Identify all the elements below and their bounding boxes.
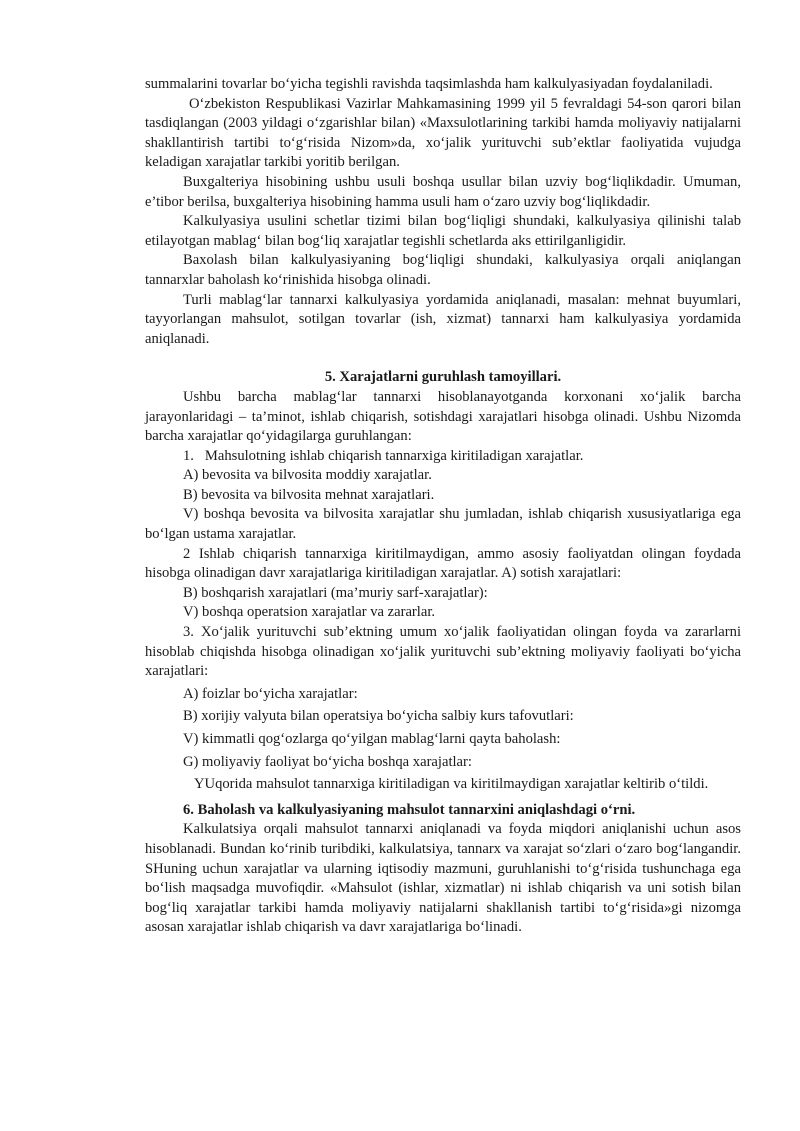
list-item-3: 3. Xo‘jalik yurituvchi sub’ektning umum xo‘jalik faoliyatidan olingan foyda va zararlarni hisoblab chiqishda hisobga olinadigan xo‘jalik yurituvchi sub’ektning moliyaviy faoliyati bo‘yicha xarajatlari: [145,624,741,680]
section-5-heading: 5. Xarajatlarni guruhlash tamoyillari. [324,369,562,386]
list-item-1b: B) bevosita va bilvosita mehnat xarajatlari. [183,486,435,503]
paragraph-4: Kalkulyasiya usulini schetlar tizimi bilan bog‘liqligi shundaki, kalkulyasiya qilinishi talab etilayotgan mablag‘ bilan bog‘liq xarajatlar tegishli schetlarda aks ettirilganligidir. [145,213,741,249]
paragraph-6: Turli mablag‘lar tannarxi kalkulyasiya yordamida aniqlanadi, masalan: mehnat buyumlari, tayyorlangan mahsulot, sotilgan tovarlar (ish, xizmat) tannarxi ham kalkulyasiya yordamida aniqlanadi. [145,291,741,347]
document-body [145,75,741,938]
list-item-1: 1. Mahsulotning ishlab chiqarish tannarxiga kiritiladigan xarajatlar. [183,447,584,464]
paragraph-1: summalarini tovarlar bo‘yicha tegishli ravishda taqsimlashda ham kalkulyasiyadan foydalaniladi. [145,76,713,92]
section-6-text: Kalkulatsiya orqali mahsulot tannarxi aniqlanadi va foyda miqdori aniqlanishi uchun asos hisoblanadi. Bundan ko‘rinib turibdiki, kalkulatsiya, tannarx va xarajat so‘zlari o‘zaro bog‘langandir. SHuning uchun xarajatlar va ularning iqtisodiy mazmuni, guruhlanishi to‘g‘risida tushunchaga ega bo‘lish maqsadga muvofiqdir. «Mahsulot (ishlar, xizmatlar) ni ishlab chiqarish va uni sotish bilan bog‘liq xarajatlar tarkibi hamda moliyaviy natijalarni shakllanish tartibi to‘g‘risida»gi nizomga asosan xarajatlar ishlab chiqarish va davr xarajatlariga bo‘linadi. [145,821,741,936]
list-item-2b: B) boshqarish xarajatlari (ma’muriy sarf-xarajatlar): [183,584,488,601]
list-item-3b: B) xorijiy valyuta bilan operatsiya bo‘yicha salbiy kurs tafovutlari: [183,708,574,725]
list-item-2: 2 Ishlab chiqarish tannarxiga kiritilmaydigan, ammo asosiy faoliyatdan olingan foydada hisobga olinadigan davr xarajatlariga kiritiladigan xarajatlar. A) sotish xarajatlari: [145,545,741,582]
paragraph-3: Buxgalteriya hisobining ushbu usuli boshqa usullar bilan uzviy bog‘liqlikdadir. Umuman, e’tibor berilsa, buxgalteriya hisobining hamma usuli ham o‘zaro uzviy bog‘liqlikdadir. [145,173,741,210]
list-item-2v: V) boshqa operatsion xarajatlar va zararlar. [183,604,436,621]
list-item-3a: A) foizlar bo‘yicha xarajatlar: [183,685,358,702]
paragraph-5: Baxolash bilan kalkulyasiyaning bog‘liqligi shundaki, kalkulyasiya orqali aniqlangan tannarxlar baholash ko‘rinishida hisobga olinadi. [145,252,741,288]
paragraph-2: O‘zbekiston Respublikasi Vazirlar Mahkamasining 1999 yil 5 fevraldagi 54-son qarori bilan tasdiqlangan (2003 yildagi o‘zgarishlar bilan) «Maxsulotlarining tarkibi hamda moliyaviy natijalarni shakllantirish tartibi to‘g‘risida Nizom»da, xo‘jalik yurituvchi sub’ektlar faoliyatida vujudga keladigan xarajatlar tarkibi yoritib berilgan. [145,95,741,171]
list-item-3g: G) moliyaviy faoliyat bo‘yicha boshqa xarajatlar: [183,753,472,770]
section-6-heading: 6. Baholash va kalkulyasiyaning mahsulot tannarxini aniqlashdagi o‘rni. [183,801,636,818]
list-item-3v: V) kimmatli qog‘ozlarga qo‘yilgan mablag‘larni qayta baholash: [183,731,561,747]
list-item-1a: A) bevosita va bilvosita moddiy xarajatlar. [183,467,432,484]
section-5-intro: Ushbu barcha mablag‘lar tannarxi hisoblanayotganda korxonani xo‘jalik barcha jarayonlaridagi – ta’minot, ishlab chiqarish, sotishdagi xarajatlari hisobga olinadi. Ushbu Nizomda barcha xarajatlar qo‘yidagilarga guruhlangan: [145,388,741,445]
list-item-1v: V) boshqa bevosita va bilvosita xarajatlar shu jumladan, ishlab chiqarish xususiyatlariga ega bo‘lgan ustama xarajatlar. [145,506,741,543]
section-5-note: YUqorida mahsulot tannarxiga kiritiladigan va kiritilmaydigan xarajatlar keltirib o‘tildi. [194,776,709,793]
